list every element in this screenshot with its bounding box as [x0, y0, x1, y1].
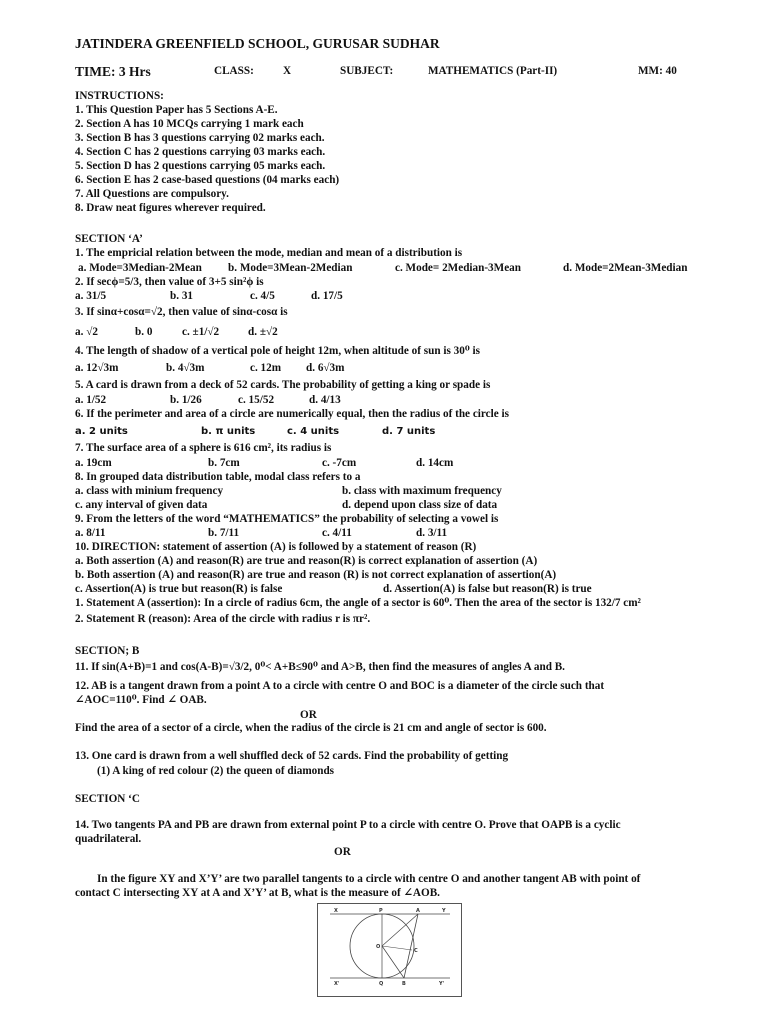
- class-value: X: [283, 65, 292, 77]
- question-11: 11. If sin(A+B)=1 and cos(A-B)=√3/2, 0⁰< A+B≤90⁰ and A>B, then find the measures of angles A and B.: [75, 661, 565, 673]
- q4-option-b: b. 4√3m: [166, 362, 205, 374]
- question-10: 10. DIRECTION: statement of assertion (A) is followed by a statement of reason (R): [75, 541, 477, 553]
- label-c: C: [414, 948, 418, 954]
- question-9: 9. From the letters of the word “MATHEMATICS” the probability of selecting a vowel is: [75, 513, 499, 525]
- instruction-item: 5. Section D has 2 questions carrying 05 marks each.: [75, 160, 326, 172]
- segment-oa: [382, 914, 418, 946]
- question-8: 8. In grouped data distribution table, modal class refers to a: [75, 471, 361, 483]
- question-6: 6. If the perimeter and area of a circle are numerically equal, then the radius of the circle is: [75, 408, 509, 420]
- q9-option-d: d. 3/11: [416, 527, 448, 539]
- label-x: X: [334, 908, 338, 914]
- question-12-alternative: Find the area of a sector of a circle, when the radius of the circle is 21 cm and angle of sector is 600.: [75, 722, 547, 734]
- or-divider: OR: [300, 709, 317, 721]
- q1-option-c: c. Mode= 2Median-3Mean: [395, 262, 521, 274]
- q5-option-c: c. 15/52: [238, 394, 275, 406]
- q7-option-c: c. -7cm: [322, 457, 357, 469]
- q7-option-b: b. 7cm: [208, 457, 240, 469]
- question-14-alternative: In the figure XY and X’Y’ are two parallel tangents to a circle with centre O and another tangent AB with point of: [97, 873, 641, 885]
- q5-option-b: b. 1/26: [170, 394, 202, 406]
- q6-option-a: a. 2 units: [75, 426, 128, 437]
- instruction-item: 3. Section B has 3 questions carrying 02 marks each.: [75, 132, 325, 144]
- question-4: 4. The length of shadow of a vertical pole of height 12m, when altitude of sun is 30⁰ is: [75, 345, 480, 357]
- q8-option-c: c. any interval of given data: [75, 499, 208, 511]
- q5-option-a: a. 1/52: [75, 394, 107, 406]
- max-marks: MM: 40: [638, 65, 677, 77]
- label-y-prime: Y': [439, 981, 445, 987]
- q9-option-a: a. 8/11: [75, 527, 106, 539]
- q1-option-b: b. Mode=3Mean-2Median: [228, 262, 353, 274]
- segment-ob: [382, 946, 404, 978]
- question-13: 13. One card is drawn from a well shuffled deck of 52 cards. Find the probability of getting: [75, 750, 509, 762]
- circle-tangents-diagram: [318, 904, 461, 996]
- q1-option-d: d. Mode=2Mean-3Median: [563, 262, 688, 274]
- q10-option-a: a. Both assertion (A) and reason(R) are true and reason(R) is correct explanation of assertion (A): [75, 555, 538, 567]
- question-5: 5. A card is drawn from a deck of 52 cards. The probability of getting a king or spade is: [75, 379, 491, 391]
- q5-option-d: d. 4/13: [309, 394, 341, 406]
- q2-option-a: a. 31/5: [75, 290, 107, 302]
- q2-option-b: b. 31: [170, 290, 194, 302]
- q6-option-d: d. 7 units: [382, 426, 436, 437]
- question-7: 7. The surface area of a sphere is 616 cm², its radius is: [75, 442, 332, 454]
- q3-option-c: c. ±1/√2: [182, 326, 220, 338]
- segment-oc: [382, 946, 412, 950]
- class-label: CLASS:: [214, 65, 254, 77]
- q10-option-d: d. Assertion(A) is false but reason(R) is true: [383, 583, 592, 595]
- q6-option-c: c. 4 units: [287, 426, 340, 437]
- q4-option-d: d. 6√3m: [306, 362, 345, 374]
- label-q: Q: [379, 981, 384, 987]
- instruction-item: 7. All Questions are compulsory.: [75, 188, 229, 200]
- q10-option-b: b. Both assertion (A) and reason(R) are true and reason (R) is not correct explanation of assertion(A): [75, 569, 557, 581]
- question-14-alternative-cont: contact C intersecting XY at A and X’Y’ at B, what is the measure of ∠AOB.: [75, 887, 440, 899]
- question-14: 14. Two tangents PA and PB are drawn from external point P to a circle with centre O. Prove that OAPB is a cyclic: [75, 819, 621, 831]
- or-divider: OR: [334, 846, 351, 858]
- q8-option-d: d. depend upon class size of data: [342, 499, 498, 511]
- instructions-title: INSTRUCTIONS:: [75, 90, 164, 102]
- q7-option-d: d. 14cm: [416, 457, 454, 469]
- q9-option-c: c. 4/11: [322, 527, 352, 539]
- instruction-item: 8. Draw neat figures wherever required.: [75, 202, 266, 214]
- question-12: 12. AB is a tangent drawn from a point A to a circle with centre O and BOC is a diameter of the circle such that: [75, 680, 605, 692]
- label-a: A: [416, 908, 420, 914]
- q7-option-a: a. 19cm: [75, 457, 112, 469]
- q4-option-c: c. 12m: [250, 362, 282, 374]
- tangent-figure: [317, 903, 462, 997]
- q10-statement-assertion: 1. Statement A (assertion): In a circle of radius 6cm, the angle of a sector is 60⁰. Then the area of the sector is 132/7 cm²: [75, 597, 641, 609]
- label-b: B: [402, 981, 406, 987]
- tangent-ab: [404, 914, 418, 978]
- q3-option-d: d. ±√2: [248, 326, 278, 338]
- q9-option-b: b. 7/11: [208, 527, 240, 539]
- section-c-title: SECTION ‘C: [75, 793, 140, 805]
- question-13-parts: (1) A king of red colour (2) the queen of diamonds: [97, 765, 335, 777]
- q8-option-a: a. class with minium frequency: [75, 485, 224, 497]
- q2-option-c: c. 4/5: [250, 290, 275, 302]
- instruction-item: 2. Section A has 10 MCQs carrying 1 mark each: [75, 118, 304, 130]
- label-y: Y: [442, 908, 446, 914]
- q2-option-d: d. 17/5: [311, 290, 343, 302]
- question-2: 2. If secϕ=5/3, then value of 3+5 sin²ϕ is: [75, 276, 264, 288]
- q3-option-a: a. √2: [75, 326, 98, 338]
- instruction-item: 1. This Question Paper has 5 Sections A-E.: [75, 104, 278, 116]
- q4-option-a: a. 12√3m: [75, 362, 119, 374]
- q8-option-b: b. class with maximum frequency: [342, 485, 502, 497]
- q1-option-a: a. Mode=3Median-2Mean: [78, 262, 202, 274]
- question-12-cont: ∠AOC=110⁰. Find ∠ OAB.: [75, 694, 207, 706]
- question-3: 3. If sinα+cosα=√2, then value of sinα-cosα is: [75, 306, 288, 318]
- subject-label: SUBJECT:: [340, 65, 394, 77]
- q10-option-c: c. Assertion(A) is true but reason(R) is false: [75, 583, 283, 595]
- section-a-title: SECTION ‘A’: [75, 233, 143, 245]
- q6-option-b: b. π units: [201, 426, 256, 437]
- label-o: O: [376, 944, 381, 950]
- school-name: JATINDERA GREENFIELD SCHOOL, GURUSAR SUDHAR: [75, 36, 440, 51]
- q3-option-b: b. 0: [135, 326, 153, 338]
- question-1: 1. The empricial relation between the mode, median and mean of a distribution is: [75, 247, 463, 259]
- question-14-cont: quadrilateral.: [75, 833, 142, 845]
- time-label: TIME: 3 Hrs: [75, 64, 151, 79]
- label-x-prime: X': [334, 981, 340, 987]
- instruction-item: 6. Section E has 2 case-based questions (04 marks each): [75, 174, 340, 186]
- subject-value: MATHEMATICS (Part-II): [428, 65, 558, 77]
- label-p: P: [379, 908, 383, 914]
- section-b-title: SECTION; B: [75, 645, 140, 657]
- q10-statement-reason: 2. Statement R (reason): Area of the circle with radius r is πr².: [75, 613, 371, 625]
- instruction-item: 4. Section C has 2 questions carrying 03 marks each.: [75, 146, 326, 158]
